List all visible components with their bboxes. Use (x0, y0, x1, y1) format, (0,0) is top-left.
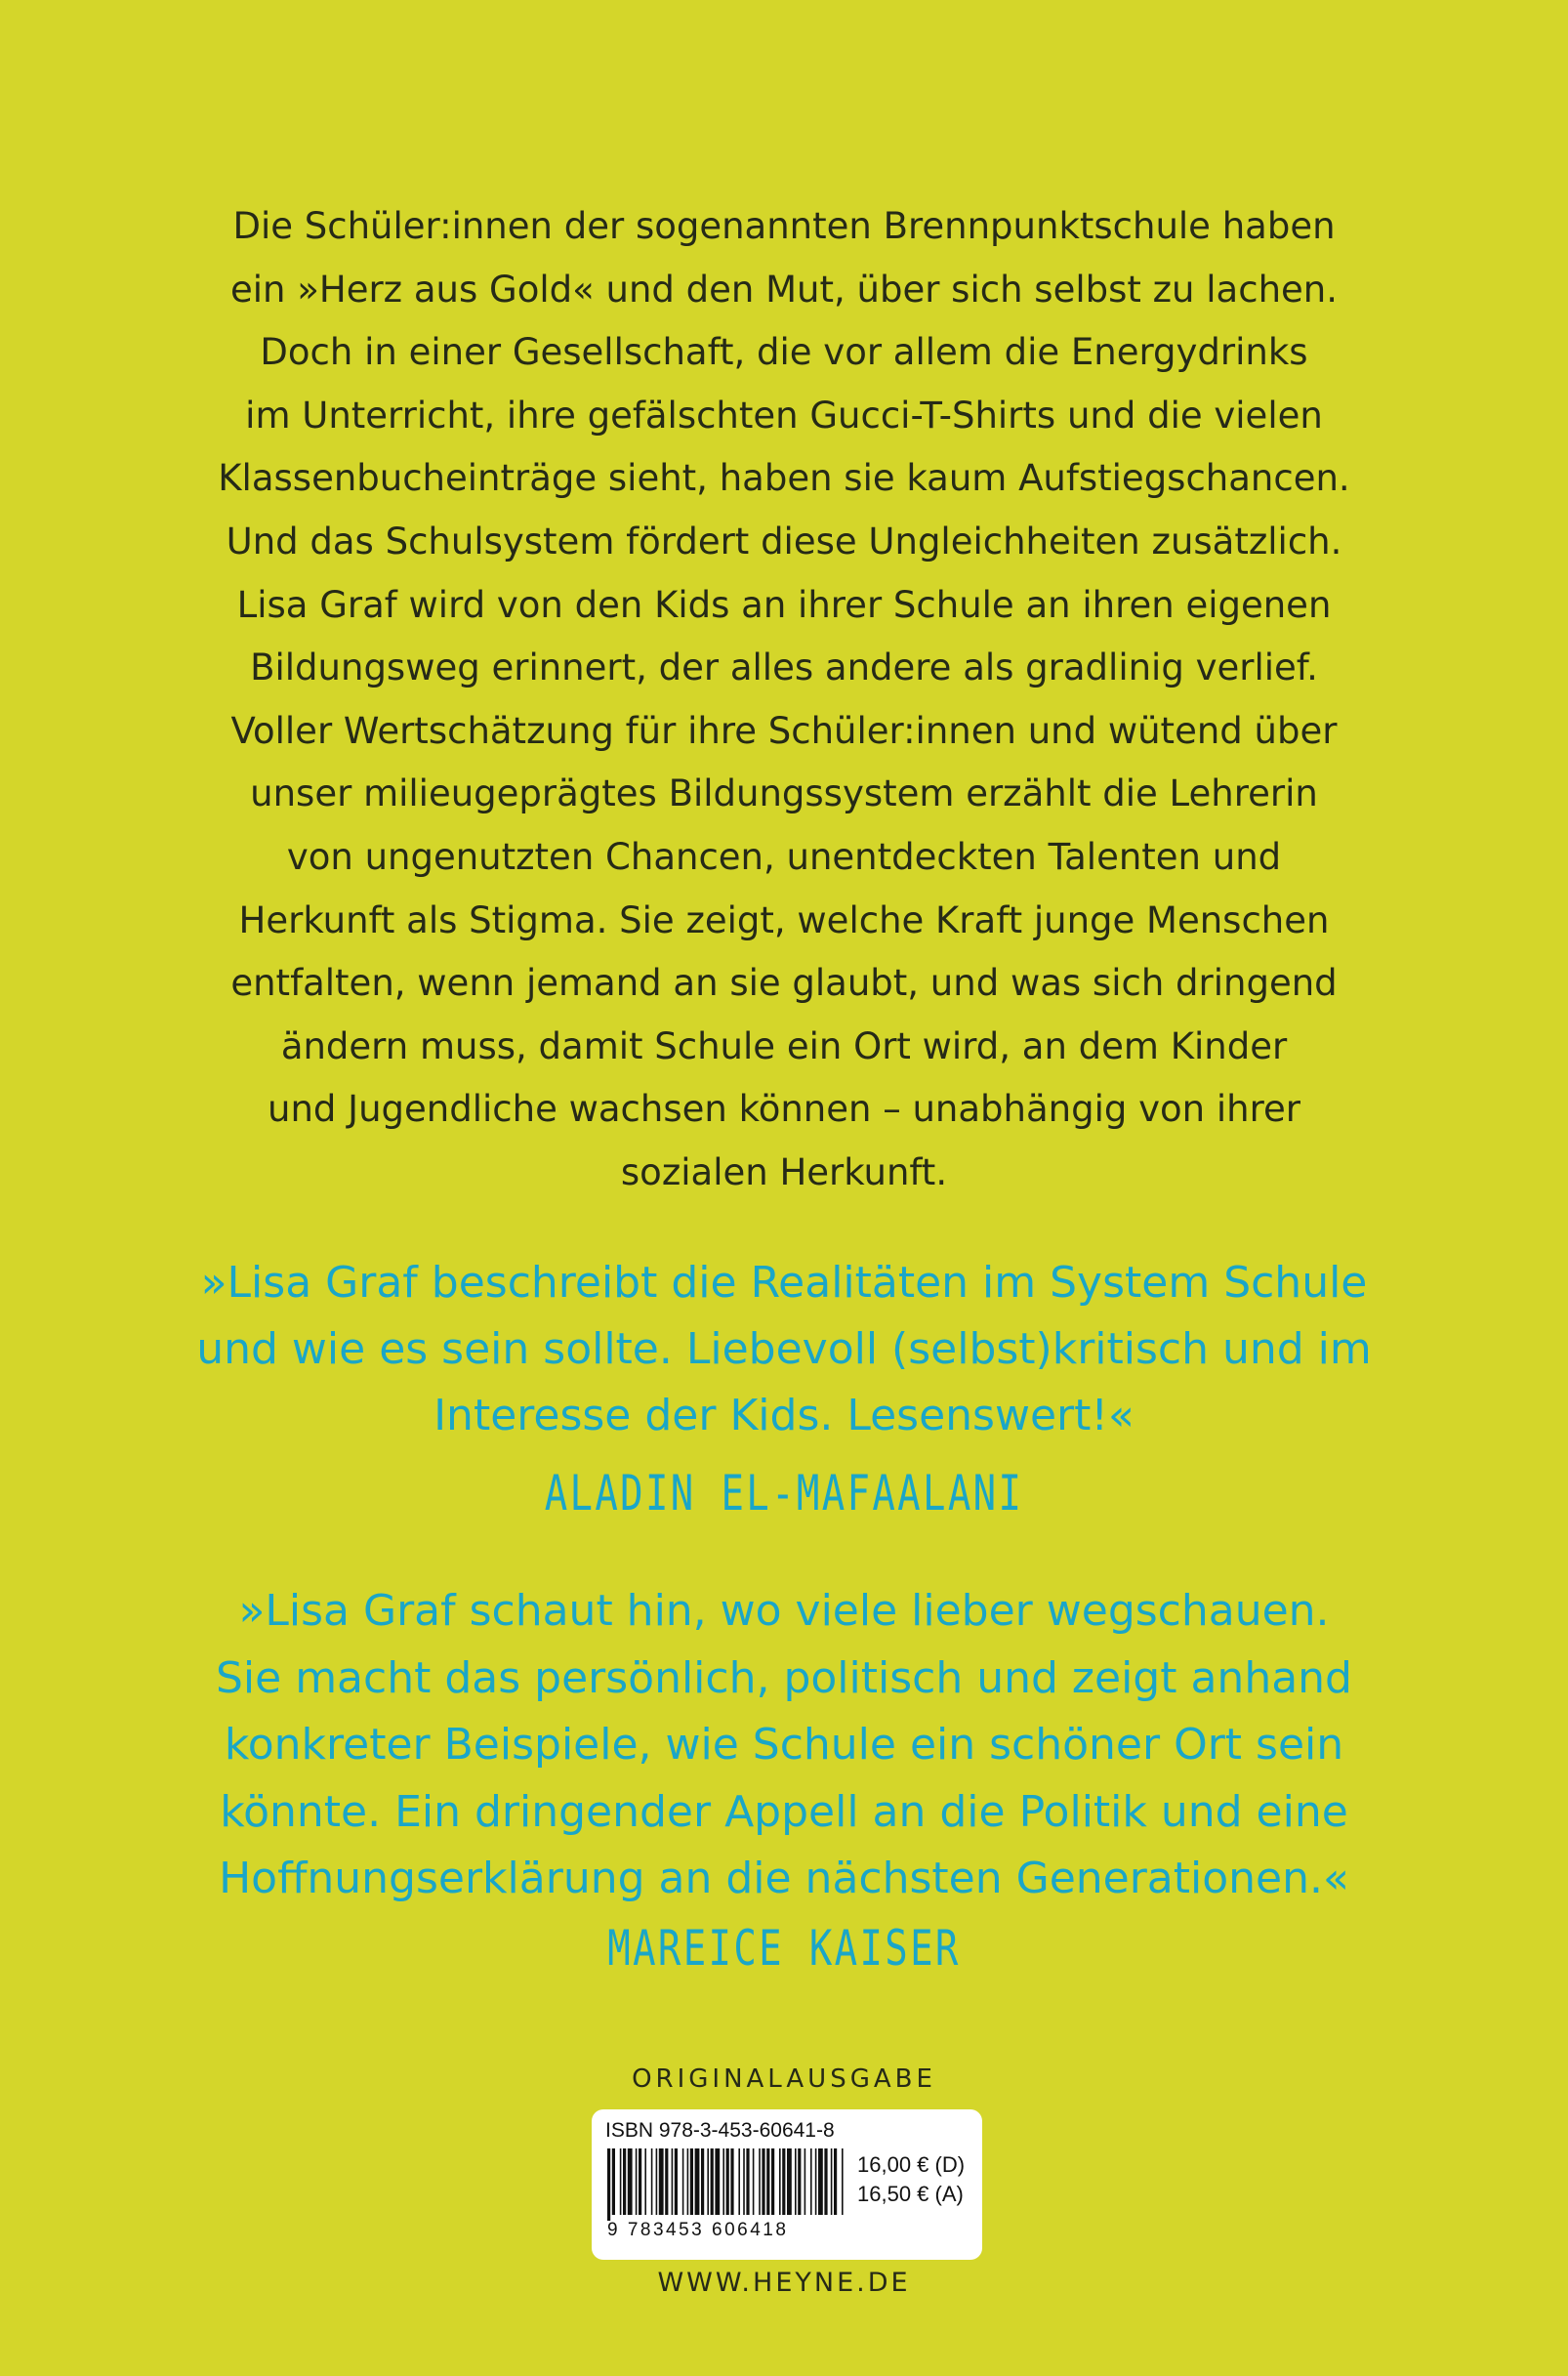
quote-author: MAREICE KAISER (607, 1920, 961, 1977)
blurb-text (137, 195, 1431, 1205)
isbn-label: ISBN 978-3-453-60641-8 (605, 2119, 835, 2142)
quote-line: Sie macht das persönlich, politisch und zeigt anhand (215, 1652, 1352, 1703)
quote-line: könnte. Ein dringender Appell an die Politik und eine (220, 1786, 1348, 1837)
blurb-line: Doch in einer Gesellschaft, die vor allem die Energydrinks (260, 331, 1308, 374)
blurb-line: von ungenutzten Chancen, unentdeckten Talenten und (286, 835, 1282, 878)
review-quote (137, 1578, 1431, 1913)
quote-line: Interesse der Kids. Lesenswert!« (433, 1391, 1135, 1440)
publisher-website: WWW.HEYNE.DE (657, 2268, 911, 2298)
blurb-line: sozialen Herkunft. (620, 1150, 948, 1193)
blurb-line: Und das Schulsystem fördert diese Ungleichheiten zusätzlich. (226, 520, 1342, 563)
quote-line: Hoffnungserklärung an die nächsten Generationen.« (219, 1854, 1349, 1903)
quote-line: »Lisa Graf beschreibt die Realitäten im System Schule (200, 1258, 1368, 1308)
isbn-barcode-box (592, 2109, 982, 2260)
blurb-line: Lisa Graf wird von den Kids an ihrer Schule an ihren eigenen (236, 583, 1332, 626)
review-quote (137, 1250, 1431, 1449)
quote-line: »Lisa Graf schaut hin, wo viele lieber wegschauen. (238, 1586, 1330, 1636)
blurb-line: Voller Wertschätzung für ihre Schüler:innen und wütend über (230, 709, 1338, 752)
blurb-line: Herkunft als Stigma. Sie zeigt, welche Kraft junge Menschen (238, 898, 1330, 941)
blurb-line: und Jugendliche wachsen können – unabhängig von ihrer (268, 1088, 1300, 1131)
blurb-line: unser milieugeprägtes Bildungssystem erzählt die Lehrerin (250, 772, 1318, 815)
blurb-line: Klassenbucheinträge sieht, haben sie kaum Aufstiegschancen. (218, 457, 1350, 500)
blurb-line: im Unterricht, ihre gefälschten Gucci-T-Shirts und die vielen (245, 394, 1323, 437)
blurb-line: ein »Herz aus Gold« und den Mut, über sich selbst zu lachen. (229, 268, 1338, 311)
edition-label: ORIGINALAUSGABE (632, 2064, 936, 2094)
blurb-line: Die Schüler:innen der sogenannten Brennpunktschule haben (232, 205, 1336, 247)
price-austria: 16,50 € (A) (857, 2182, 964, 2206)
price-germany: 16,00 € (D) (857, 2152, 966, 2177)
quote-line: und wie es sein sollte. Liebevoll (selbst)kritisch und im (196, 1324, 1372, 1374)
blurb-line: Bildungsweg erinnert, der alles andere als gradlinig verlief. (250, 646, 1318, 689)
blurb-line: entfalten, wenn jemand an sie glaubt, und was sich dringend (230, 962, 1338, 1005)
blurb-line: ändern muss, damit Schule ein Ort wird, an dem Kinder (280, 1024, 1288, 1067)
isbn-digits: 9 783453 606418 (607, 2220, 789, 2240)
quote-line: konkreter Beispiele, wie Schule ein schöner Ort sein (224, 1720, 1344, 1770)
barcode-icon (605, 2148, 846, 2221)
quote-author: ALADIN EL-MAFAALANI (544, 1465, 1024, 1521)
